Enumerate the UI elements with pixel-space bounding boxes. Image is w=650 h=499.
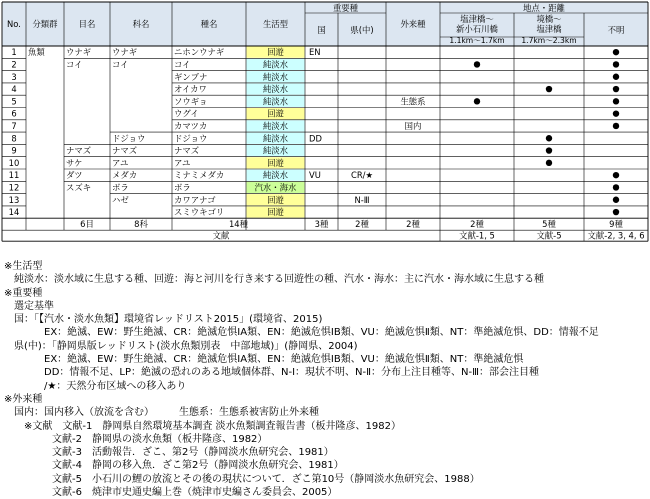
row-no: 8 [11, 133, 17, 144]
header-loc1-name: 新小石川橋 [456, 24, 498, 34]
row-family: ドジョウ [112, 133, 146, 144]
row-no: 7 [11, 120, 17, 131]
note-line: 文献-3 活動報告．ざこ、第2号（静岡淡水魚研究会、1981） [52, 447, 334, 459]
row-no: 11 [8, 170, 20, 181]
row-species: カワアナゴ [174, 194, 216, 205]
row-no: 4 [11, 84, 17, 95]
presence-dot [613, 209, 619, 215]
row-no: 13 [8, 194, 20, 205]
header-loc1-name: 塩津橋～ [460, 14, 494, 24]
source-label: 文献 [212, 230, 230, 241]
note-line: ※文献 文献-1 静岡県自然環境基本調査 淡水魚類調査報告書（板井隆彦、1982） [24, 420, 401, 432]
note-line: 国：「【汽水・淡水魚類】環境省レッドリスト2015」(環境省、2015) [14, 314, 323, 326]
header-loc2-dist: 1.7km～2.3km [521, 36, 577, 45]
row-order: スズキ [66, 182, 92, 193]
source-loc1: 文献-1, 5 [459, 230, 495, 241]
row-national: VU [309, 170, 321, 181]
row-prefecture: CR/★ [351, 170, 373, 181]
row-species: ソウギョ [174, 96, 208, 107]
row-no: 2 [11, 59, 17, 70]
row-family: ボラ [112, 182, 129, 193]
row-no: 3 [11, 71, 17, 82]
row-family: ハゼ [112, 194, 129, 205]
row-order: ナマズ [66, 145, 92, 156]
header-important: 重要種 [332, 3, 359, 13]
row-no: 1 [11, 47, 17, 58]
row-order: コイ [66, 59, 83, 70]
presence-dot [613, 184, 619, 190]
note-line: 国内：国内移入（放流を含む） 生態系：生態系被害防止外来種 [14, 407, 319, 419]
row-national: DD [309, 133, 322, 144]
row-species: オイカワ [174, 84, 207, 95]
row-lifestyle: 純淡水 [262, 120, 289, 131]
header-lifestyle: 生活型 [262, 19, 289, 29]
row-species: ナマズ [174, 145, 200, 156]
row-species: コイ [174, 59, 191, 70]
total-national: 3種 [314, 219, 329, 230]
note-line: 文献-4 静岡の移入魚．ざこ第2号（静岡淡水魚研究会、1981） [52, 460, 344, 472]
row-no: 9 [11, 145, 17, 156]
presence-dot [613, 197, 619, 203]
note-line: 文献-5 小石川の鯉の放流とその後の現状について．ざこ第10号（静岡淡水魚研究会、1988） [52, 473, 480, 485]
presence-dot [474, 98, 480, 104]
row-species: ニホンウナギ [174, 47, 225, 58]
source-unknown: 文献-2, 3, 4, 6 [587, 230, 645, 241]
row-alien: 国内 [404, 120, 422, 131]
presence-dot [613, 98, 619, 104]
total-species: 14種 [228, 219, 249, 230]
header-family: 科名 [132, 19, 150, 29]
row-lifestyle: 回遊 [267, 207, 284, 218]
row-family: ウナギ [112, 47, 138, 58]
note-line: ※生活型 [4, 261, 43, 272]
note-line: ※重要種 [4, 287, 43, 299]
row-species: スミウキゴリ [174, 207, 225, 218]
row-no: 12 [8, 182, 20, 193]
source-loc2: 文献-5 [536, 230, 562, 241]
row-prefecture: N-Ⅲ [354, 194, 370, 205]
presence-dot [613, 110, 619, 116]
presence-dot [546, 160, 552, 166]
header-no: No. [7, 19, 21, 29]
row-family: コイ [112, 59, 129, 70]
header-group: 分類群 [32, 19, 58, 29]
header-alien: 外来種 [400, 19, 426, 29]
species-table [0, 0, 650, 242]
note-line: 純淡水：淡水域に生息する種、回遊：海と河川を行き来する回遊性の種、汽水・海水：主に汽水・海水域に生息する種 [14, 274, 544, 286]
header-unknown: 不明 [607, 25, 625, 35]
row-no: 14 [8, 207, 20, 218]
row-no: 10 [8, 157, 20, 168]
row-species: ウグイ [174, 108, 199, 119]
row-lifestyle: 純淡水 [262, 71, 289, 82]
note-line: ※外来種 [4, 393, 43, 405]
row-lifestyle: 純淡水 [262, 170, 289, 181]
presence-dot [613, 123, 619, 129]
header-order: 目名 [78, 19, 96, 29]
header-national: 国 [317, 25, 326, 35]
row-lifestyle: 汽水・海水 [254, 182, 297, 193]
row-alien: 生態系 [400, 96, 426, 107]
total-loc2: 5種 [542, 219, 556, 230]
note-line: /★：天然分布区域への移入あり [44, 380, 187, 392]
total-order: 6目 [80, 219, 94, 230]
note-line: DD：情報不足、LP：絶滅の恐れのある地域個体群、N-Ⅰ：現状不明、N-Ⅱ：分布上注目種等、N-Ⅲ：部会注目種 [44, 367, 540, 379]
presence-dot [613, 74, 619, 80]
presence-dot [613, 86, 619, 92]
row-lifestyle: 純淡水 [262, 84, 289, 95]
header-loc1-dist: 1.1km～1.7km [449, 36, 505, 45]
row-species: アユ [174, 157, 191, 168]
row-no: 5 [11, 96, 17, 107]
row-lifestyle: 回遊 [267, 47, 284, 58]
note-line: 県(中)：「静岡県版レッドリスト(淡水魚類別表 中部地域)」(静岡県、2004) [14, 340, 358, 352]
row-family: メダカ [112, 170, 138, 181]
row-order: ダツ [66, 170, 83, 181]
row-no: 6 [11, 108, 17, 119]
presence-dot [546, 147, 552, 153]
total-prefecture: 2種 [355, 219, 369, 230]
note-line: 文献-2 静岡県の淡水魚類（板井隆彦、1982） [52, 433, 268, 445]
row-lifestyle: 純淡水 [262, 59, 289, 70]
note-line: EX：絶滅、EW：野生絶滅、CR：絶滅危惧ⅠA類、EN：絶滅危惧ⅠB類、VU：絶滅危惧Ⅱ類、NT：準絶滅危惧、DD：情報不足 [44, 327, 599, 339]
row-lifestyle: 純淡水 [262, 145, 289, 156]
row-species: カマツカ [174, 120, 208, 131]
row-family: ナマズ [112, 145, 138, 156]
header-species: 種名 [200, 19, 218, 29]
row-group: 魚類 [28, 47, 45, 58]
row-species: ミナミメダカ [174, 170, 225, 181]
row-species: ギンブナ [174, 71, 208, 82]
row-lifestyle: 純淡水 [262, 133, 289, 144]
total-loc1: 2種 [470, 219, 484, 230]
row-species: ボラ [174, 182, 191, 193]
row-order: サケ [66, 157, 83, 168]
total-family: 8科 [134, 219, 148, 230]
presence-dot [613, 172, 619, 178]
header-loc2-name: 塩津橋 [536, 24, 562, 34]
note-line: EX：絶滅、EW：野生絶滅、CR：絶滅危惧ⅠA類、EN：絶滅危惧ⅠB類、VU：絶滅危惧Ⅱ類、NT：準絶滅危惧 [44, 354, 524, 366]
header-location: 地点・距離 [523, 3, 565, 13]
row-national: EN [309, 47, 321, 58]
row-order: ウナギ [66, 47, 92, 58]
note-line: 選定基準 [14, 300, 54, 312]
presence-dot [474, 61, 480, 67]
row-lifestyle: 純淡水 [262, 96, 289, 107]
header-prefecture: 県(中) [350, 25, 374, 35]
presence-dot [546, 135, 552, 141]
presence-dot [613, 49, 619, 55]
row-lifestyle: 回遊 [267, 157, 284, 168]
total-unknown: 9種 [609, 219, 623, 230]
row-family: アユ [112, 157, 129, 168]
presence-dot [546, 86, 552, 92]
header-loc2-name: 境橋～ [536, 14, 562, 24]
note-line: 文献-6 焼津市史通史編上巻（焼津市史編さん委員会、2005） [52, 487, 338, 499]
presence-dot [613, 61, 619, 67]
row-lifestyle: 回遊 [267, 194, 284, 205]
notes-section [4, 260, 650, 499]
row-lifestyle: 回遊 [267, 108, 284, 119]
total-alien: 2種 [406, 219, 420, 230]
row-species: ドジョウ [174, 133, 208, 144]
